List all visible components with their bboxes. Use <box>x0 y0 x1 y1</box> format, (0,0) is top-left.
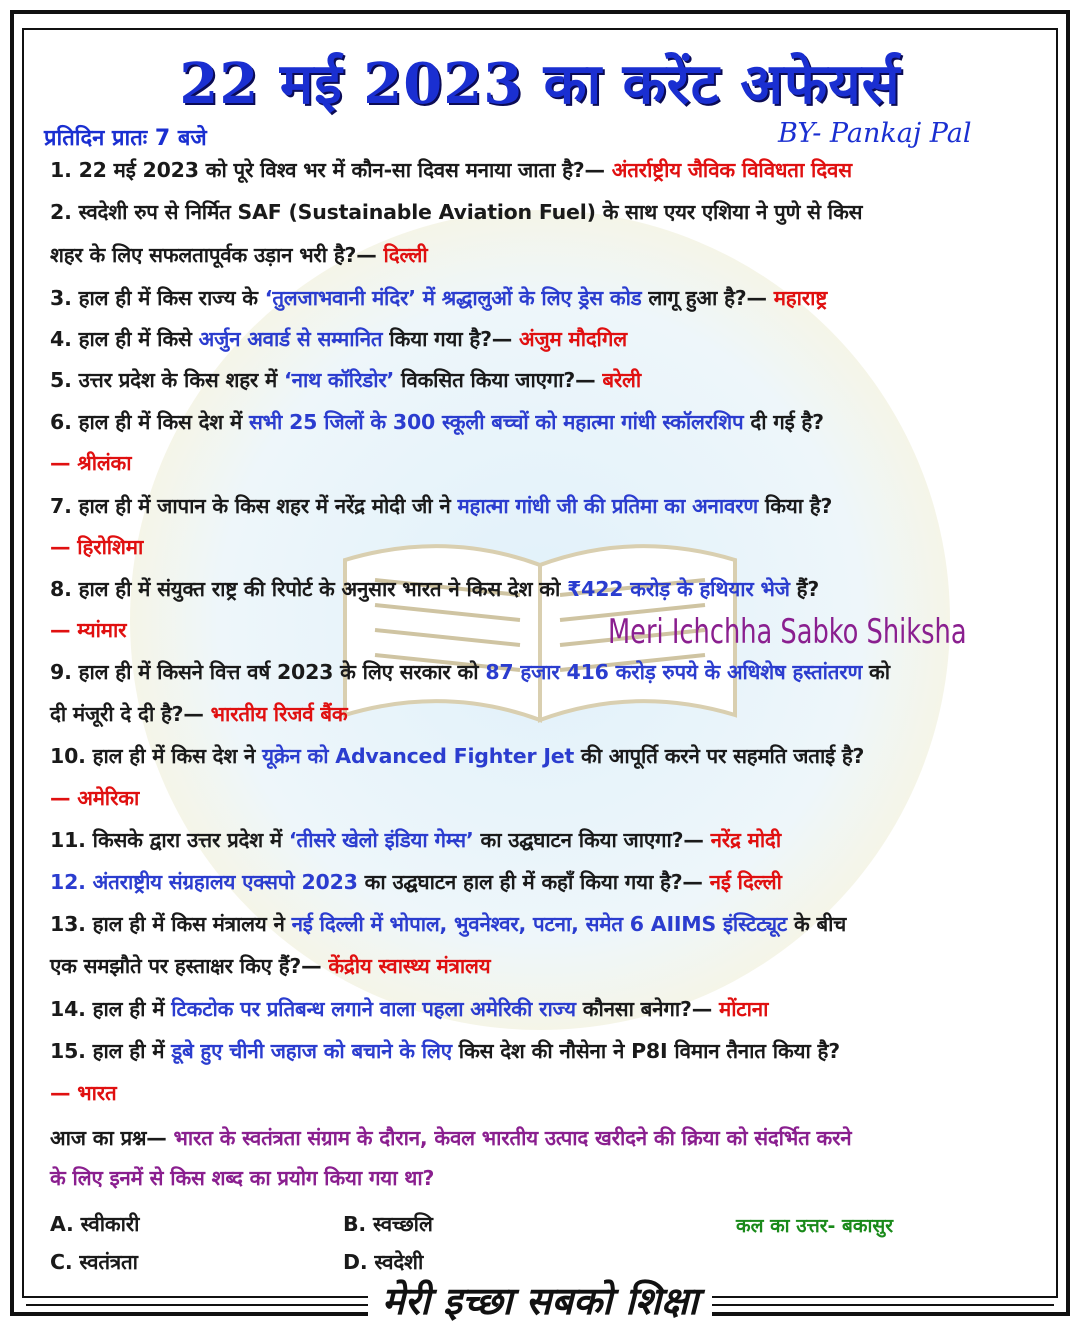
question-text: को <box>862 660 890 684</box>
footer-slogan: मेरी इच्छा सबको शिक्षा <box>368 1274 712 1326</box>
question-text: 11. किसके द्वारा उत्तर प्रदेश में <box>50 828 289 852</box>
highlight-text: सभी 25 जिलों के 300 स्कूली बच्चों को महात्मा गांधी स्कॉलरशिप <box>248 410 744 434</box>
question-10 <box>50 742 864 770</box>
highlight-text: यूक्रेन को Advanced Fighter Jet <box>262 744 575 768</box>
question-1 <box>50 156 852 184</box>
highlight-text: अर्जुन अवार्ड से सम्मानित <box>198 327 383 351</box>
todays-question-text: के लिए इनमें से किस शब्द का प्रयोग किया गया था? <box>50 1166 435 1190</box>
question-text: कौनसा बनेगा?— <box>575 997 719 1021</box>
question-text: 5. उत्तर प्रदेश के किस शहर में <box>50 368 285 392</box>
answer-text: अंतर्राष्ट्रीय जैविक विविधता दिवस <box>611 158 852 182</box>
todays-question-text: भारत के स्वतंत्रता संग्राम के दौरान, केवल भारतीय उत्पाद खरीदने की क्रिया को संदर्भित करने <box>173 1126 852 1150</box>
question-4 <box>50 325 627 353</box>
highlight-text: ₹422 करोड़ के हथियार भेजे <box>567 577 790 601</box>
todays-question-cont <box>50 1164 434 1192</box>
schedule-label: प्रतिदिन प्रातः 7 बजे <box>44 126 207 151</box>
question-text: दी मंजूरी दे दी है?— <box>50 702 211 726</box>
answer-7 <box>50 533 143 561</box>
highlight-text: 12. अंतराष्ट्रीय संग्रहालय एक्सपो 2023 <box>50 870 358 894</box>
question-2-cont <box>50 241 428 269</box>
option-a: A. स्वीकारी <box>50 1212 140 1236</box>
question-text: 8. हाल ही में संयुक्त राष्ट्र की रिपोर्ट के अनुसार भारत ने किस देश को <box>50 577 568 601</box>
yesterday-answer: कल का उत्तर- बकासुर <box>736 1215 894 1237</box>
highlight-text: ‘तुलजाभवानी मंदिर’ में श्रद्धालुओं के लिए ड्रेस कोड <box>264 286 642 310</box>
page-title: 22 मई 2023 का करेंट अफेयर्स <box>179 51 901 117</box>
question-text: शहर के लिए सफलतापूर्वक उड़ान भरी है?— <box>50 243 384 267</box>
answer-text: नई दिल्ली <box>709 870 782 894</box>
highlight-text: डूबे हुए चीनी जहाज को बचाने के लिए <box>171 1039 452 1063</box>
brand-watermark-text: Meri Ichchha Sabko Shiksha <box>608 612 967 652</box>
question-text: का उद्घघाटन हाल ही में कहाँ किया गया है?— <box>357 870 710 894</box>
answer-text: — भारत <box>50 1081 117 1105</box>
question-text: एक समझौते पर हस्ताक्षर किए हैं?— <box>50 954 329 978</box>
option-c: C. स्वतंत्रता <box>50 1250 138 1274</box>
question-text: 14. हाल ही में <box>50 997 172 1021</box>
answer-15 <box>50 1079 116 1107</box>
todays-question-label: आज का प्रश्न— <box>50 1126 174 1150</box>
question-text: 2. स्वदेशी रुप से निर्मित SAF (Sustainable Aviation Fuel) के साथ एयर एशिया ने पुणे से किस <box>50 200 863 224</box>
question-text: 4. हाल ही में किसे <box>50 327 199 351</box>
option-b: B. स्वच्छलि <box>343 1212 433 1236</box>
option-d: D. स्वदेशी <box>343 1250 424 1274</box>
question-text: किया है? <box>758 494 833 518</box>
answer-8 <box>50 616 126 644</box>
answer-text: केंद्रीय स्वास्थ्य मंत्रालय <box>328 954 491 978</box>
question-11 <box>50 826 781 854</box>
todays-question <box>50 1124 851 1152</box>
answer-text: — हिरोशिमा <box>50 535 144 559</box>
question-5 <box>50 366 641 394</box>
question-text: का उद्घघाटन किया जाएगा?— <box>473 828 711 852</box>
question-text: दी गई है? <box>743 410 824 434</box>
question-text: 3. हाल ही में किस राज्य के <box>50 286 265 310</box>
answer-6 <box>50 449 131 477</box>
question-text: 15. हाल ही में <box>50 1039 172 1063</box>
answer-text: महाराष्ट्र <box>773 286 828 310</box>
highlight-text: ‘तीसरे खेलो इंडिया गेम्स’ <box>288 828 474 852</box>
question-text: 13. हाल ही में किस मंत्रालय ने <box>50 912 292 936</box>
question-9-cont <box>50 700 347 728</box>
question-8 <box>50 575 819 603</box>
question-text: किस देश की नौसेना ने P8I विमान तैनात किया है? <box>451 1039 840 1063</box>
question-15 <box>50 1037 840 1065</box>
question-text: विकसित किया जाएगा?— <box>394 368 603 392</box>
question-13-cont <box>50 952 490 980</box>
highlight-text: 87 हजार 416 करोड़ रुपये के अधिशेष हस्तांतरण <box>485 660 863 684</box>
question-9 <box>50 658 890 686</box>
question-text: किया गया है?— <box>382 327 520 351</box>
answer-text: मोंटाना <box>718 997 769 1021</box>
question-12 <box>50 868 782 896</box>
question-text: के बीच <box>787 912 847 936</box>
answer-text: अंजुम मौदगिल <box>519 327 627 351</box>
question-text: लागू हुआ है?— <box>641 286 774 310</box>
highlight-text: टिकटोक पर प्रतिबन्ध लगाने वाला पहला अमेरिकी राज्य <box>171 997 576 1021</box>
answer-text: — अमेरिका <box>50 786 140 810</box>
answer-text: भारतीय रिजर्व बैंक <box>210 702 348 726</box>
answer-10 <box>50 784 139 812</box>
question-text: 6. हाल ही में किस देश में <box>50 410 249 434</box>
question-text: 9. हाल ही में किसने वित्त वर्ष 2023 के लिए सरकार को <box>50 660 486 684</box>
answer-text: बरेली <box>602 368 642 392</box>
highlight-text: नई दिल्ली में भोपाल, भुवनेश्वर, पटना, समेत 6 AIIMS इंस्टिट्यूट <box>291 912 788 936</box>
question-text: हैं? <box>789 577 820 601</box>
answer-text: दिल्ली <box>383 243 428 267</box>
footer-slogan-wrapper <box>0 1274 1080 1326</box>
highlight-text: महात्मा गांधी जी की प्रतिमा का अनावरण <box>457 494 759 518</box>
question-14 <box>50 995 768 1023</box>
highlight-text: ‘नाथ कॉरिडोर’ <box>284 368 395 392</box>
answer-text: — म्यांमार <box>50 618 127 642</box>
question-2 <box>50 198 862 226</box>
question-text: 1. 22 मई 2023 को पूरे विश्व भर में कौन-सा दिवस मनाया जाता है?— <box>50 158 612 182</box>
question-6 <box>50 408 824 436</box>
question-13 <box>50 910 846 938</box>
question-text: 10. हाल ही में किस देश ने <box>50 744 263 768</box>
question-7 <box>50 492 832 520</box>
answer-text: नरेंद्र मोदी <box>710 828 781 852</box>
question-3 <box>50 284 827 312</box>
answer-text: — श्रीलंका <box>50 451 132 475</box>
question-text: की आपूर्ति करने पर सहमति जताई है? <box>574 744 865 768</box>
question-text: 7. हाल ही में जापान के किस शहर में नरेंद्र मोदी जी ने <box>50 494 458 518</box>
author-byline: BY- Pankaj Pal <box>778 118 972 149</box>
